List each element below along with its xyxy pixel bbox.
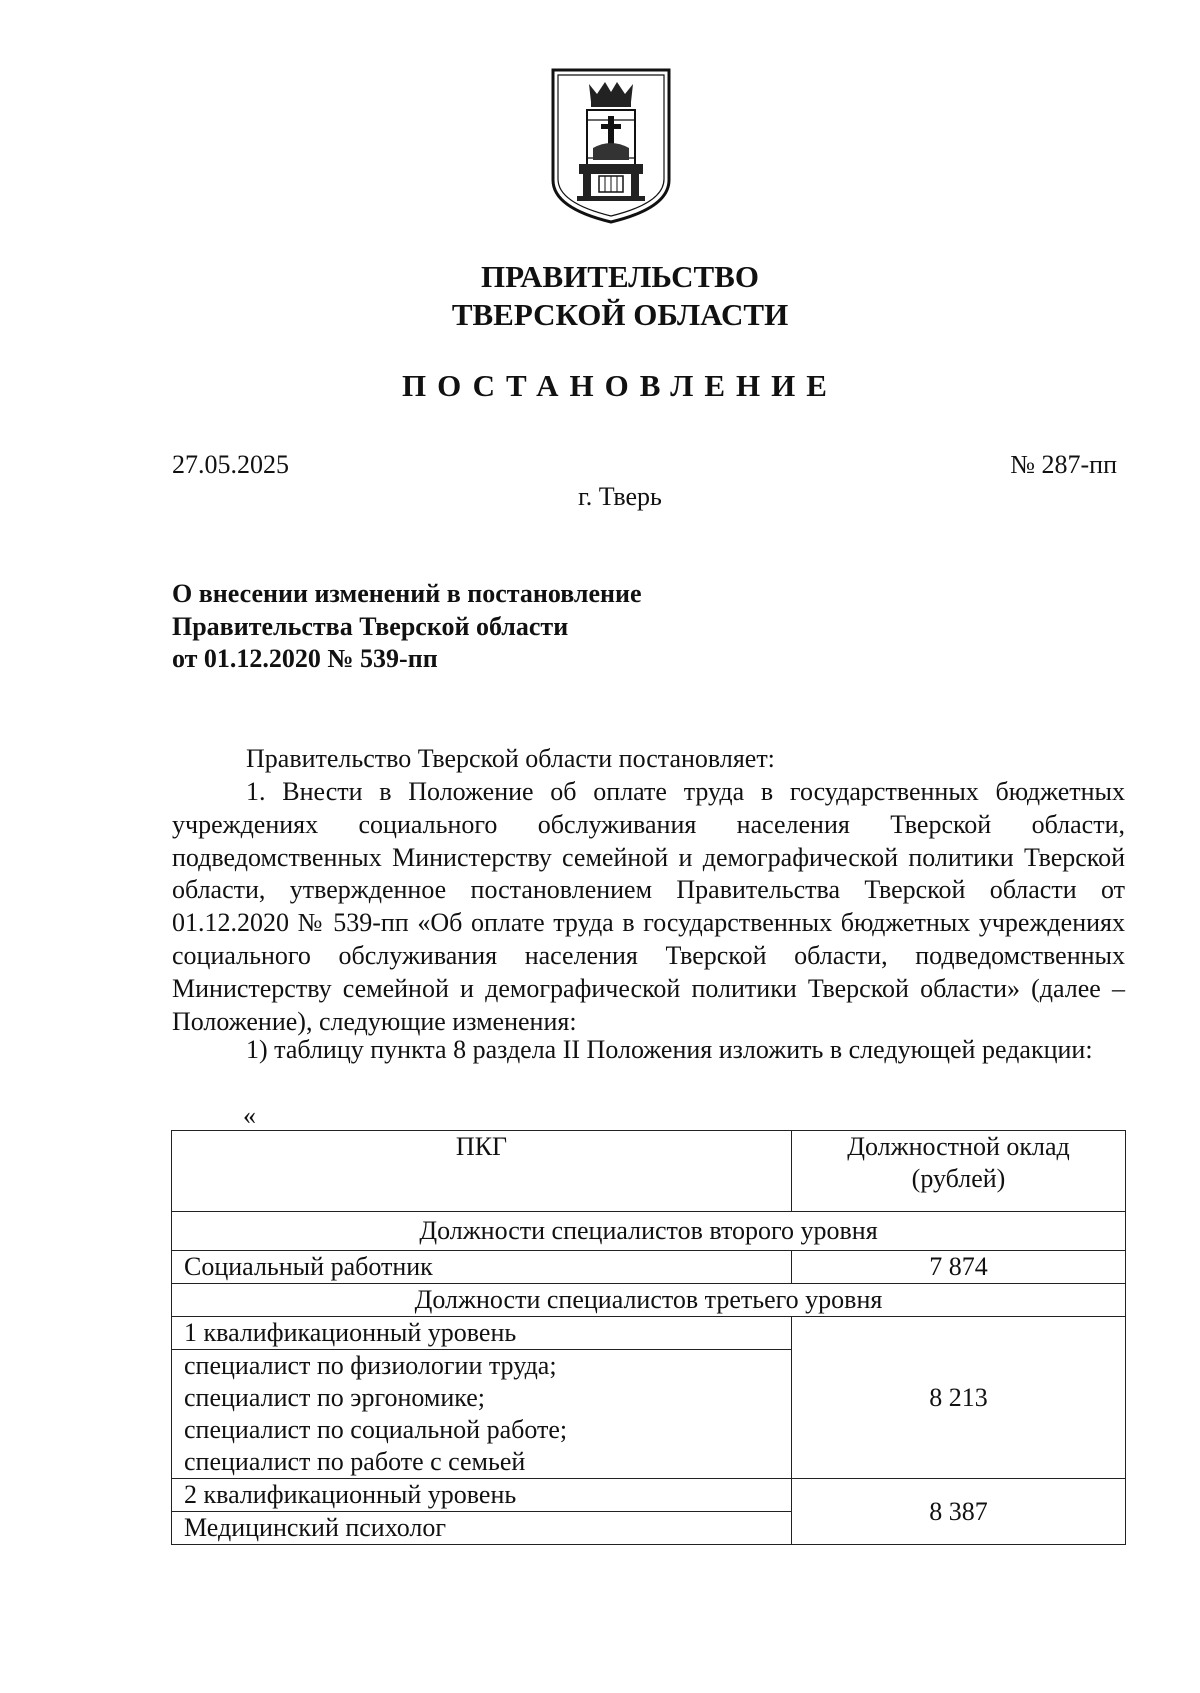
header-salary-line1: Должностной оклад <box>847 1132 1070 1161</box>
cell-position: Социальный работник <box>172 1251 792 1284</box>
table-section-row <box>172 1212 1126 1251</box>
cell-salary: 8 213 <box>792 1317 1126 1479</box>
cell-positions <box>172 1350 792 1479</box>
cell-qualification-level: 1 квалификационный уровень <box>172 1317 792 1350</box>
table-row <box>172 1479 1126 1512</box>
cell-salary: 8 387 <box>792 1479 1126 1545</box>
paragraph-1: 1. Внести в Положение об оплате труда в государственных бюджетных учреждениях социального обслуживания населения Тверской области, подведомственных Министерству семейной и демографической политики Тверской области, утвержденное постановлением Правительства Тверской области от 01.12.2020 № 539-пп «Об оплате труда в государственных бюджетных учреждениях социального обслуживания населения Тверской области, подведомственных Министерству семейной и демографической политики Тверской области» (далее – Положение), следующие изменения: <box>172 777 1125 1036</box>
subject-line2: Правительства Тверской области <box>172 611 569 641</box>
preamble: Правительство Тверской области постановляет: <box>246 744 775 773</box>
government-name-line1: ПРАВИТЕЛЬСТВО <box>481 259 759 294</box>
paragraph-2: 1) таблицу пункта 8 раздела II Положения изложить в следующей редакции: <box>246 1035 1093 1064</box>
document-city: г. Тверь <box>578 482 662 511</box>
salary-table <box>171 1130 1126 1545</box>
table-row <box>172 1317 1126 1350</box>
table-section-row <box>172 1284 1126 1317</box>
header-pkg: ПКГ <box>172 1131 792 1212</box>
header-salary <box>792 1131 1126 1212</box>
position-item: специалист по физиологии труда; <box>184 1351 557 1380</box>
cell-salary: 7 874 <box>792 1251 1126 1284</box>
table-header-row <box>172 1131 1126 1212</box>
section-title-second-level: Должности специалистов второго уровня <box>172 1212 1126 1251</box>
section-title-third-level: Должности специалистов третьего уровня <box>172 1284 1126 1317</box>
cell-qualification-level: 2 квалификационный уровень <box>172 1479 792 1512</box>
subject-line3: от 01.12.2020 № 539-пп <box>172 644 438 673</box>
document-number: № 287-пп <box>1010 450 1117 479</box>
position-item: специалист по эргономике; <box>184 1383 486 1412</box>
document-date: 27.05.2025 <box>172 450 289 479</box>
document-subject <box>172 578 642 676</box>
cell-position: Медицинский психолог <box>172 1512 792 1545</box>
coat-of-arms-icon <box>549 68 673 224</box>
table-row <box>172 1251 1126 1284</box>
document-type-title: ПОСТАНОВЛЕНИЕ <box>402 368 838 403</box>
position-item: специалист по социальной работе; <box>184 1415 568 1444</box>
open-quote: « <box>243 1101 256 1130</box>
subject-line1: О внесении изменений в постановление <box>172 579 642 608</box>
header-salary-line2: (рублей) <box>911 1164 1006 1193</box>
position-item: специалист по работе с семьей <box>184 1447 526 1476</box>
government-name-line2: ТВЕРСКОЙ ОБЛАСТИ <box>451 297 789 332</box>
